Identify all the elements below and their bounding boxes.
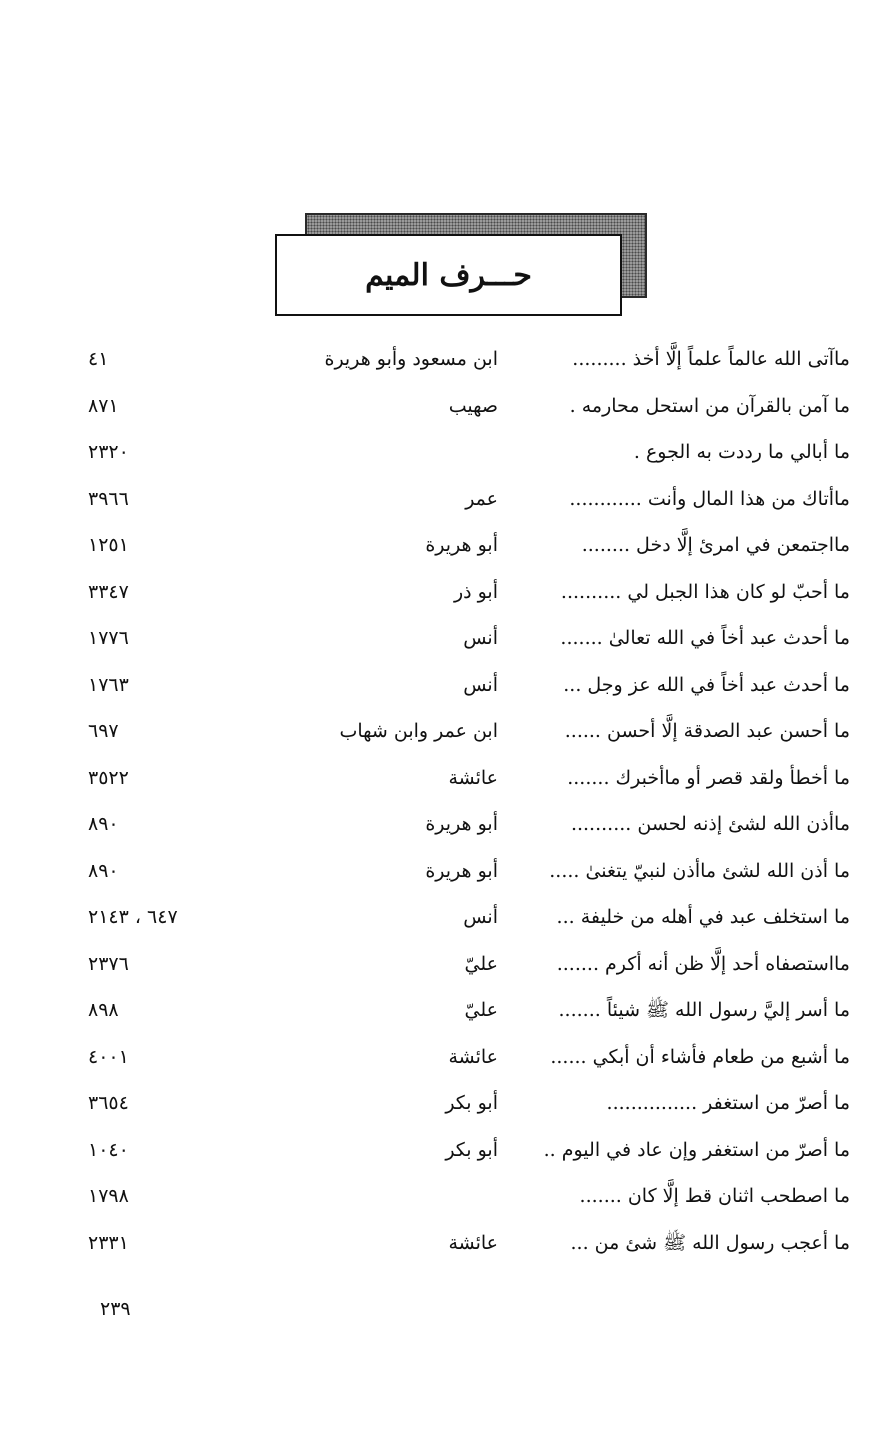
index-entry — [0, 848, 891, 895]
entry-number: ٨٩٨ — [88, 999, 119, 1021]
entry-number: ٣٩٦٦ — [88, 487, 129, 510]
entry-text: ما أعجب رسول الله ﷺ شئ من ... — [570, 1231, 850, 1254]
entry-text: ما أحدث عبد أخاً في الله تعالىٰ ....... — [560, 627, 850, 649]
entry-number: ٦٩٧ — [88, 720, 119, 742]
entry-narrator: أبو هريرة — [425, 813, 498, 835]
page-number: ٢٣٩ — [100, 1298, 131, 1320]
index-entry — [0, 755, 891, 802]
index-entry — [0, 336, 891, 383]
entry-number: ١٧٩٨ — [88, 1185, 129, 1207]
index-entry — [0, 801, 891, 848]
entry-narrator: عائشة — [448, 766, 498, 789]
entry-narrator: عليّ — [464, 952, 498, 975]
entry-number: ١٠٤٠ — [88, 1138, 129, 1161]
entry-number: ٢٣٧٦ — [88, 952, 129, 975]
entry-narrator: ابن عمر وابن شهاب — [339, 720, 498, 742]
index-entry — [0, 894, 891, 941]
entry-text: ما استخلف عبد في أهله من خليفة ... — [556, 906, 850, 928]
entry-narrator — [298, 429, 498, 476]
entry-text: ما أحدث عبد أخاً في الله عز وجل ... — [563, 673, 850, 696]
entry-text: ما أحبّ لو كان هذا الجبل لي .......... — [560, 580, 850, 603]
index-entry — [0, 987, 891, 1034]
entry-text: ما أحسن عبد الصدقة إلَّا أحسن ...... — [564, 720, 850, 742]
entry-narrator: عليّ — [464, 999, 498, 1021]
entry-narrator: أنس — [463, 906, 498, 928]
entry-number: ٤٠٠١ — [88, 1045, 129, 1068]
entry-number: ٦٤٧ ، ٢١٤٣ — [88, 906, 178, 928]
entry-text: ما آمن بالقرآن من استحل محارمه . — [569, 394, 850, 417]
index-entry — [0, 1220, 891, 1267]
entry-text: ما اصطحب اثنان قط إلَّا كان ....... — [579, 1185, 850, 1207]
index-entry — [0, 429, 891, 476]
entry-number: ١٢٥١ — [88, 534, 129, 556]
index-entry — [0, 615, 891, 662]
entry-narrator: عمر — [465, 487, 498, 510]
entry-number: ٢٣٢٠ — [88, 441, 129, 463]
entry-text: ماأذن الله لشئ إذنه لحسن .......... — [570, 813, 850, 835]
entry-narrator: ابن مسعود وأبو هريرة — [324, 348, 498, 370]
index-entry — [0, 522, 891, 569]
entry-number: ٣٣٤٧ — [88, 580, 129, 603]
section-header — [275, 213, 647, 317]
index-entry — [0, 662, 891, 709]
index-entry — [0, 941, 891, 988]
entry-number: ٣٦٥٤ — [88, 1092, 129, 1114]
entry-text: ماأتاك من هذا المال وأنت ............ — [569, 487, 850, 510]
index-entry — [0, 476, 891, 523]
entry-narrator: أبو ذر — [453, 580, 498, 603]
entry-narrator: عائشة — [448, 1231, 498, 1254]
index-entry — [0, 1034, 891, 1081]
index-entry — [0, 1173, 891, 1220]
section-header-box — [275, 234, 622, 316]
entry-narrator — [298, 1173, 498, 1220]
entry-text: ما أصرّ من استغفر وإن عاد في اليوم .. — [543, 1138, 850, 1161]
entry-narrator: أبو هريرة — [425, 859, 498, 882]
section-title: حـــرف الميم — [365, 257, 532, 293]
entry-narrator: أبو هريرة — [425, 534, 498, 556]
index-entry — [0, 383, 891, 430]
entry-number: ١٧٦٣ — [88, 673, 129, 696]
entry-text: مااجتمعن في امرئ إلَّا دخل ........ — [581, 534, 850, 556]
entry-number: ٣٥٢٢ — [88, 766, 129, 789]
entry-text: ما أخطأ ولقد قصر أو ماأخبرك ....... — [567, 766, 850, 789]
entry-number: ٤١ — [88, 348, 109, 370]
entry-narrator: أبو بكر — [445, 1092, 498, 1114]
entry-text: ما أصرّ من استغفر ............... — [606, 1092, 850, 1114]
entry-narrator: عائشة — [448, 1045, 498, 1068]
index-entry — [0, 569, 891, 616]
entry-narrator: صهيب — [448, 394, 498, 417]
entry-text: ما أذن الله لشئ ماأذن لنبيّ يتغنىٰ ..... — [549, 859, 850, 882]
entry-narrator: أنس — [463, 673, 498, 696]
index-entry — [0, 1127, 891, 1174]
entry-text: ما أشبع من طعام فأشاء أن أبكي ...... — [550, 1045, 850, 1068]
entry-number: ٨٩٠ — [88, 813, 119, 835]
entry-number: ١٧٧٦ — [88, 627, 129, 649]
entry-number: ٢٣٣١ — [88, 1231, 129, 1254]
entry-text: ما أسر إليَّ رسول الله ﷺ شيئاً ....... — [558, 999, 850, 1021]
entry-text: ماآتى الله عالماً علماً إلَّا أخذ ......... — [572, 348, 850, 370]
entry-narrator: أبو بكر — [445, 1138, 498, 1161]
index-list — [0, 336, 891, 1266]
entry-text: ما أبالي ما رددت به الجوع . — [633, 441, 850, 463]
entry-text: مااستصفاه أحد إلَّا ظن أنه أكرم ....... — [556, 952, 850, 975]
entry-narrator: أنس — [463, 627, 498, 649]
index-entry — [0, 708, 891, 755]
entry-number: ٨٧١ — [88, 394, 119, 417]
index-entry — [0, 1080, 891, 1127]
entry-number: ٨٩٠ — [88, 859, 119, 882]
